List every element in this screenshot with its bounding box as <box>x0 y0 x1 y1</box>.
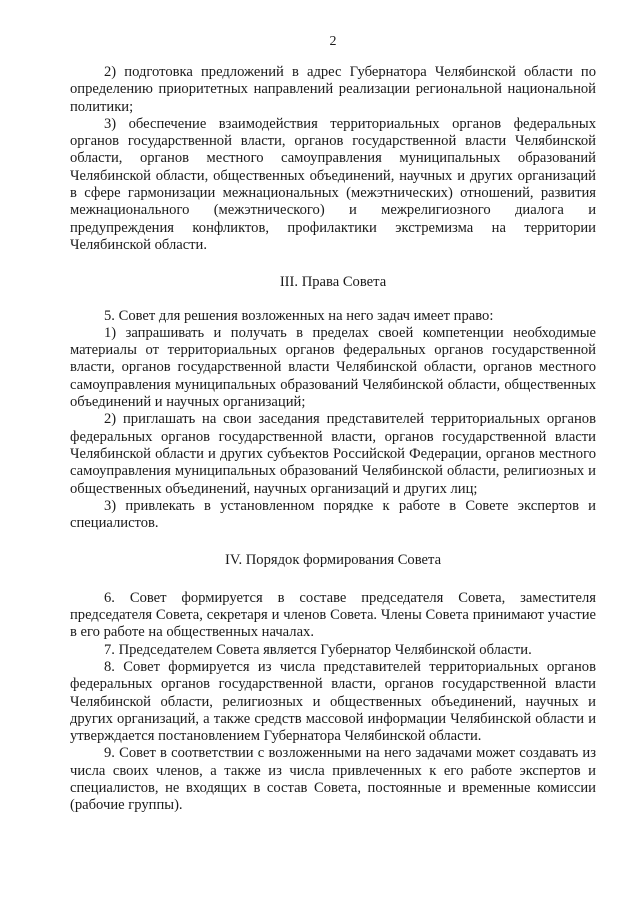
paragraph-clause-8: 8. Совет формируется из числа представителей территориальных органов федеральных органов государственной власти, органов государственной власти Челябинской области, религиозных и общественных объединений, научных и других организаций, а также средств массовой информации Челябинской области и утверждается постановлением Губернатора Челябинской области. <box>70 658 596 745</box>
paragraph-right-2: 2) приглашать на свои заседания представителей территориальных органов федеральных органов государственной власти, органов государственной власти Челябинской области и других субъектов Российской Федерации, органов местного самоуправления муниципальных образований Челябинской области, религиозных и общественных объединений, научных организаций и других лиц; <box>70 411 596 497</box>
paragraph-clause-6: 6. Совет формируется в составе председателя Совета, заместителя председателя Совета, секретаря и членов Совета. Члены Совета принимают участие в его работе на общественных началах. <box>70 589 596 641</box>
section-heading-rights: III. Права Совета <box>279 274 387 291</box>
section-heading-formation: IV. Порядок формирования Совета <box>224 552 442 569</box>
paragraph-clause-7: 7. Председателем Совета является Губернатор Челябинской области. <box>104 641 532 658</box>
paragraph-right-3: 3) привлекать в установленном порядке к работе в Совете экспертов и специалистов. <box>70 497 596 532</box>
paragraph-clause-5: 5. Совет для решения возложенных на него задач имеет право: <box>104 307 494 324</box>
page-number: 2 <box>329 34 337 49</box>
paragraph-right-1: 1) запрашивать и получать в пределах своей компетенции необходимые материалы от территориальных органов федеральных органов государственной власти, органов государственной власти Челябинской области, органов местного самоуправления муниципальных образований Челябинской области, общественных объединений и научных организаций; <box>70 324 596 411</box>
paragraph-item-2: 2) подготовка предложений в адрес Губернатора Челябинской области по определению приоритетных направлений реализации региональной национальной политики; <box>70 64 596 115</box>
paragraph-clause-9: 9. Совет в соответствии с возложенными на него задачами может создавать из числа своих членов, а также из числа привлеченных к его работе экспертов и специалистов, не входящих в состав Совета, постоянные и временные комиссии (рабочие группы). <box>70 745 596 814</box>
paragraph-item-3: 3) обеспечение взаимодействия территориальных органов федеральных органов государственной власти, органов государственной власти Челябинской области, органов местного самоуправления муниципальных образований Челябинской области, общественных объединений, научных и других организаций в сфере гармонизации межнациональных (межэтнических) отношений, развития межнационального (межэтнического) и межрелигиозного диалога и предупреждения конфликтов, профилактики экстремизма на территории Челябинской области. <box>70 115 596 253</box>
